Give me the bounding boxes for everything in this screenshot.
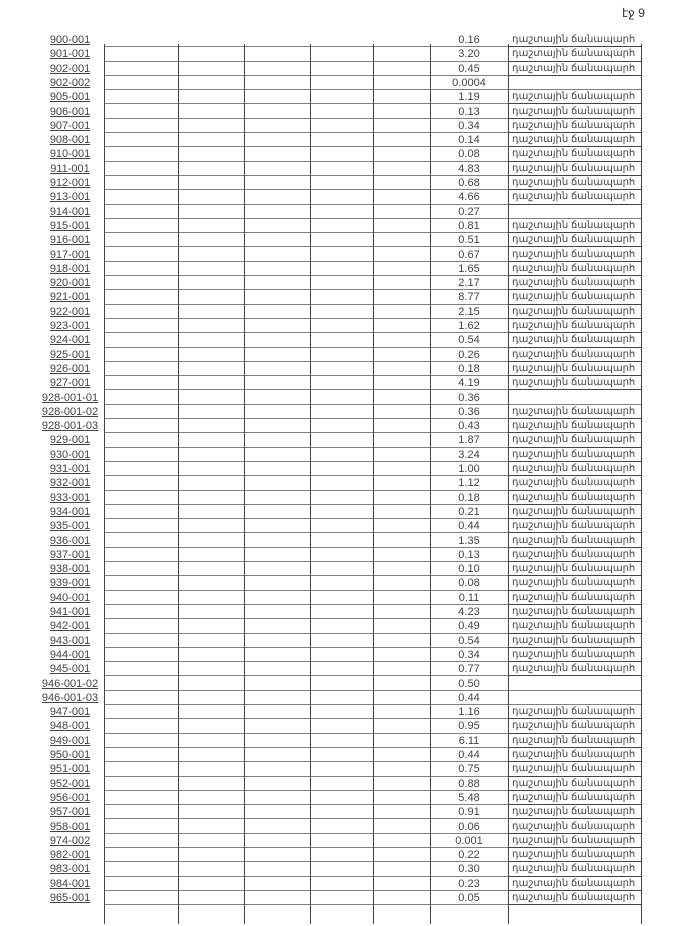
land-use-desc: դաշտային ճանապարհ [512, 520, 636, 532]
table-row [0, 605, 679, 619]
land-use-desc: դաշտային ճանապարհ [512, 91, 636, 103]
land-use-desc: դաշտային ճանապարհ [512, 348, 636, 360]
land-use-desc: դաշտային ճանապարհ [512, 162, 636, 174]
land-use-desc: դաշտային ճանապարհ [512, 820, 636, 832]
table-row [0, 33, 679, 47]
table-row [0, 419, 679, 433]
area-value: 1.62 [458, 320, 480, 332]
area-value: 4.83 [458, 162, 480, 175]
parcel-code: 948-001 [49, 720, 91, 733]
table-row [0, 519, 679, 533]
parcel-code: 912-001 [49, 177, 91, 189]
table-row [0, 662, 679, 676]
area-value: 0.06 [458, 820, 480, 833]
area-value: 4.23 [458, 606, 480, 618]
parcel-code: 957-001 [49, 806, 91, 819]
table-row [0, 576, 679, 590]
parcel-code: 911-001 [50, 162, 90, 175]
table-row [0, 505, 679, 519]
parcel-code: 958-001 [49, 820, 91, 833]
area-value: 0.13 [458, 105, 480, 118]
area-value: 0.45 [458, 62, 480, 75]
area-value: 0.95 [458, 720, 480, 733]
land-use-desc: դաշտային ճանապարհ [512, 377, 636, 389]
land-use-desc: դաշտային ճանապարհ [512, 849, 636, 861]
area-value: 0.34 [458, 119, 480, 132]
land-use-desc: դաշտային ճանապարհ [512, 48, 636, 60]
land-use-desc: դաշտային ճանապարհ [512, 505, 636, 517]
area-value: 0.22 [458, 849, 480, 862]
area-value: 8.77 [458, 291, 480, 304]
area-value: 1.35 [458, 534, 480, 547]
parcel-code: 965-001 [49, 892, 91, 904]
table-row [0, 862, 679, 876]
area-value: 0.26 [458, 348, 480, 361]
area-value: 0.13 [458, 548, 480, 561]
land-use-desc: դաշտային ճանապարհ [512, 663, 636, 675]
land-use-desc: դաշտային ճանապարհ [512, 219, 636, 231]
parcel-code: 928-001-03 [41, 420, 99, 433]
table-row [0, 176, 679, 190]
parcel-code: 947-001 [49, 706, 91, 719]
parcel-code: 929-001 [49, 434, 91, 447]
land-use-desc: դաշտային ճանապարհ [512, 448, 636, 460]
parcel-code: 931-001 [49, 463, 91, 475]
land-use-desc: դաշտային ճանապարհ [512, 305, 636, 317]
parcel-code: 949-001 [49, 734, 91, 747]
table-row [0, 634, 679, 648]
parcel-code: 926-001 [49, 362, 91, 375]
area-value: 0.14 [458, 134, 480, 147]
land-use-desc: դաշտային ճանապարհ [512, 834, 636, 846]
land-use-desc: դաշտային ճանապարհ [512, 277, 636, 289]
land-use-desc: դաշտային ճանապարհ [512, 806, 636, 818]
area-value: 0.51 [458, 234, 480, 247]
land-use-desc: դաշտային ճանապարհ [512, 892, 636, 903]
area-value: 0.001 [455, 834, 483, 847]
parcel-code: 908-001 [49, 134, 91, 147]
table-row [0, 147, 679, 161]
area-value: 0.36 [458, 391, 480, 404]
page-number: էջ 9 [622, 6, 645, 20]
land-use-desc: դաշտային ճանապարհ [512, 420, 636, 432]
table-row [0, 219, 679, 233]
parcel-code: 941-001 [49, 606, 91, 618]
parcel-code: 938-001 [49, 563, 91, 576]
table-row [0, 391, 679, 405]
land-use-desc: դաշտային ճանապարհ [512, 563, 636, 575]
table-row [0, 848, 679, 862]
table-row [0, 376, 679, 390]
parcel-code: 952-001 [49, 777, 91, 790]
table-row [0, 133, 679, 147]
land-use-desc: դաշտային ճանապարհ [512, 262, 636, 274]
table-row [0, 534, 679, 548]
table-row [0, 362, 679, 376]
table-row [0, 591, 679, 605]
area-value: 3.20 [458, 48, 480, 61]
table-row [0, 805, 679, 819]
parcel-code: 901-001 [49, 48, 91, 61]
land-use-desc: դաշտային ճանապարհ [512, 62, 636, 74]
area-value: 0.11 [458, 591, 480, 604]
parcel-code: 920-001 [49, 277, 91, 290]
table-row [0, 562, 679, 576]
area-value: 0.81 [458, 219, 480, 232]
parcel-code: 913-001 [49, 191, 91, 204]
parcel-code: 916-001 [49, 234, 91, 247]
parcel-code: 956-001 [49, 791, 91, 804]
parcel-code: 927-001 [49, 377, 91, 390]
area-value: 2.17 [458, 277, 480, 290]
row-divider [508, 904, 642, 905]
land-use-desc: դաշտային ճանապարհ [512, 148, 636, 160]
area-value: 0.88 [458, 777, 480, 790]
parcel-code: 930-001 [49, 448, 91, 461]
area-value: 0.08 [458, 577, 480, 590]
table-row [0, 877, 679, 891]
area-value: 6.11 [458, 734, 480, 747]
table-row [0, 47, 679, 61]
area-value: 1.00 [458, 463, 480, 475]
land-use-desc: դաշտային ճանապարհ [512, 648, 636, 660]
area-value: 0.30 [458, 863, 480, 876]
area-value: 0.77 [458, 663, 480, 676]
area-value: 0.44 [458, 749, 480, 761]
land-use-desc: դաշտային ճանապարհ [512, 634, 636, 646]
area-value: 1.19 [458, 91, 480, 104]
table-row [0, 290, 679, 304]
table-row [0, 305, 679, 319]
table-row [0, 76, 679, 90]
parcel-code: 934-001 [49, 505, 91, 518]
table-row [0, 734, 679, 748]
area-value: 0.54 [458, 334, 480, 347]
parcel-code: 902-001 [49, 62, 91, 75]
parcel-code: 944-001 [49, 648, 91, 661]
area-value: 0.05 [458, 892, 480, 904]
land-use-desc: դաշտային ճանապարհ [512, 234, 636, 246]
table-row [0, 433, 679, 447]
area-value: 3.24 [458, 448, 480, 461]
parcel-code: 900-001 [49, 34, 91, 46]
parcel-code: 945-001 [49, 663, 91, 676]
parcel-code: 939-001 [49, 577, 91, 590]
parcel-code: 946-001-02 [41, 677, 99, 690]
land-use-desc: դաշտային ճանապարհ [512, 191, 636, 203]
parcel-code: 937-001 [49, 548, 91, 561]
area-value: 0.18 [458, 491, 480, 504]
parcel-code: 942-001 [49, 620, 91, 633]
table-row [0, 162, 679, 176]
table-row [0, 648, 679, 662]
parcel-code: 936-001 [49, 534, 91, 547]
table-row [0, 619, 679, 633]
land-use-desc: դաշտային ճանապարհ [512, 734, 636, 746]
parcel-code: 943-001 [49, 634, 91, 647]
area-value: 5.48 [458, 791, 480, 804]
table-row [0, 333, 679, 347]
table-row [0, 105, 679, 119]
area-value: 0.44 [458, 691, 480, 704]
parcel-code: 933-001 [49, 491, 91, 504]
land-use-desc: դաշտային ճանապարհ [512, 434, 636, 446]
area-value: 1.16 [458, 706, 480, 719]
land-use-desc: դաշտային ճանապարհ [512, 362, 636, 374]
area-value: 0.49 [458, 620, 480, 633]
area-value: 0.34 [458, 648, 480, 661]
table-row [0, 491, 679, 505]
parcel-code: 923-001 [49, 320, 91, 332]
land-use-desc: դաշտային ճանապարհ [512, 405, 636, 417]
parcel-code: 907-001 [49, 119, 91, 132]
table-row [0, 462, 679, 476]
table-row [0, 791, 679, 805]
parcel-code: 935-001 [49, 520, 91, 533]
table-row [0, 205, 679, 219]
area-value: 1.87 [458, 434, 480, 447]
parcel-code: 940-001 [49, 591, 91, 604]
parcel-code: 950-001 [49, 749, 91, 761]
table-row [0, 820, 679, 834]
area-value: 0.75 [458, 763, 480, 776]
area-value: 0.27 [458, 205, 480, 218]
area-value: 1.65 [458, 262, 480, 275]
land-use-desc: դաշտային ճանապարհ [512, 291, 636, 303]
parcel-code: 902-002 [49, 76, 91, 89]
parcel-code: 951-001 [49, 763, 91, 776]
parcel-code: 922-001 [49, 305, 91, 318]
parcel-code: 946-001-03 [41, 691, 99, 704]
area-value: 0.18 [458, 362, 480, 375]
land-use-desc: դաշտային ճանապարհ [512, 105, 636, 117]
table-row [0, 691, 679, 705]
table-row [0, 476, 679, 490]
parcel-code: 917-001 [49, 248, 91, 261]
area-value: 0.36 [458, 405, 480, 418]
land-use-desc: դաշտային ճանապարհ [512, 320, 636, 331]
table-row [0, 233, 679, 247]
area-value: 0.0004 [452, 76, 486, 89]
area-value: 4.66 [458, 191, 480, 204]
land-use-desc: դաշտային ճանապարհ [512, 34, 636, 45]
land-use-desc: դաշտային ճանապարհ [512, 119, 636, 131]
parcel-code: 932-001 [49, 477, 91, 490]
table-row [0, 777, 679, 791]
land-use-desc: դաշտային ճանապարհ [512, 534, 636, 546]
table-row [0, 119, 679, 133]
parcel-code: 915-001 [49, 219, 91, 232]
parcel-code: 984-001 [49, 877, 91, 890]
parcel-code: 982-001 [49, 849, 91, 862]
area-value: 0.44 [458, 520, 480, 533]
area-value: 0.43 [458, 420, 480, 433]
land-use-desc: դաշտային ճանապարհ [512, 606, 636, 617]
table-row [0, 748, 679, 762]
land-use-desc: դաշտային ճանապարհ [512, 134, 636, 146]
parcel-code: 983-001 [49, 863, 91, 876]
parcel-code: 918-001 [49, 262, 91, 275]
area-value: 0.54 [458, 634, 480, 647]
table-row [0, 319, 679, 333]
table-row [0, 405, 679, 419]
area-value: 0.68 [458, 177, 480, 189]
parcel-code: 928-001-01 [41, 391, 99, 404]
parcel-code: 974-002 [49, 834, 91, 847]
land-use-desc: դաշտային ճանապարհ [512, 763, 636, 775]
parcel-code: 925-001 [49, 348, 91, 361]
parcel-code: 928-001-02 [41, 405, 99, 418]
parcel-code: 921-001 [49, 291, 91, 304]
table-row [0, 448, 679, 462]
table-row [0, 276, 679, 290]
table-row [0, 190, 679, 204]
table-row [0, 677, 679, 691]
table-row [0, 248, 679, 262]
area-value: 0.91 [458, 806, 480, 819]
table-row [0, 90, 679, 104]
table-row [0, 834, 679, 848]
parcel-code: 905-001 [49, 91, 91, 104]
land-use-desc: դաշտային ճանապարհ [512, 177, 636, 188]
land-use-desc: դաշտային ճանապարհ [512, 877, 636, 889]
land-use-desc: դաշտային ճանապարհ [512, 706, 636, 718]
table-row [0, 348, 679, 362]
parcel-code: 906-001 [49, 105, 91, 118]
land-use-desc: դաշտային ճանապարհ [512, 577, 636, 589]
land-use-desc: դաշտային ճանապարհ [512, 777, 636, 789]
area-value: 0.21 [458, 505, 480, 518]
table-row [0, 719, 679, 733]
area-value: 0.50 [458, 677, 480, 690]
area-value: 0.08 [458, 148, 480, 161]
land-use-desc: դաշտային ճանապարհ [512, 463, 636, 474]
table-row [0, 705, 679, 719]
area-value: 0.23 [458, 877, 480, 890]
land-use-desc: դաշտային ճանապարհ [512, 620, 636, 632]
area-value: 0.10 [458, 563, 480, 576]
land-use-desc: դաշտային ճանապարհ [512, 334, 636, 346]
land-use-desc: դաշտային ճանապարհ [512, 477, 636, 489]
area-value: 1.12 [458, 477, 480, 490]
table-row [0, 262, 679, 276]
area-value: 0.67 [458, 248, 480, 261]
parcel-code: 910-001 [49, 148, 91, 161]
parcel-code: 924-001 [49, 334, 91, 347]
land-use-desc: դաշտային ճանապարհ [512, 749, 636, 760]
area-value: 2.15 [458, 305, 480, 318]
area-value: 0.16 [458, 34, 480, 46]
land-use-desc: դաշտային ճանապարհ [512, 791, 636, 803]
land-use-desc: դաշտային ճանապարհ [512, 491, 636, 503]
table-row [0, 891, 679, 905]
table-row [0, 62, 679, 76]
table-row [0, 762, 679, 776]
land-use-desc: դաշտային ճանապարհ [512, 863, 636, 875]
table-row [0, 548, 679, 562]
land-use-desc: դաշտային ճանապարհ [512, 548, 636, 560]
parcel-code: 914-001 [49, 205, 91, 218]
land-use-desc: դաշտային ճանապարհ [512, 720, 636, 732]
area-value: 4.19 [458, 377, 480, 390]
land-use-desc: դաշտային ճանապարհ [512, 248, 636, 260]
land-use-desc: դաշտային ճանապարհ [512, 591, 636, 603]
